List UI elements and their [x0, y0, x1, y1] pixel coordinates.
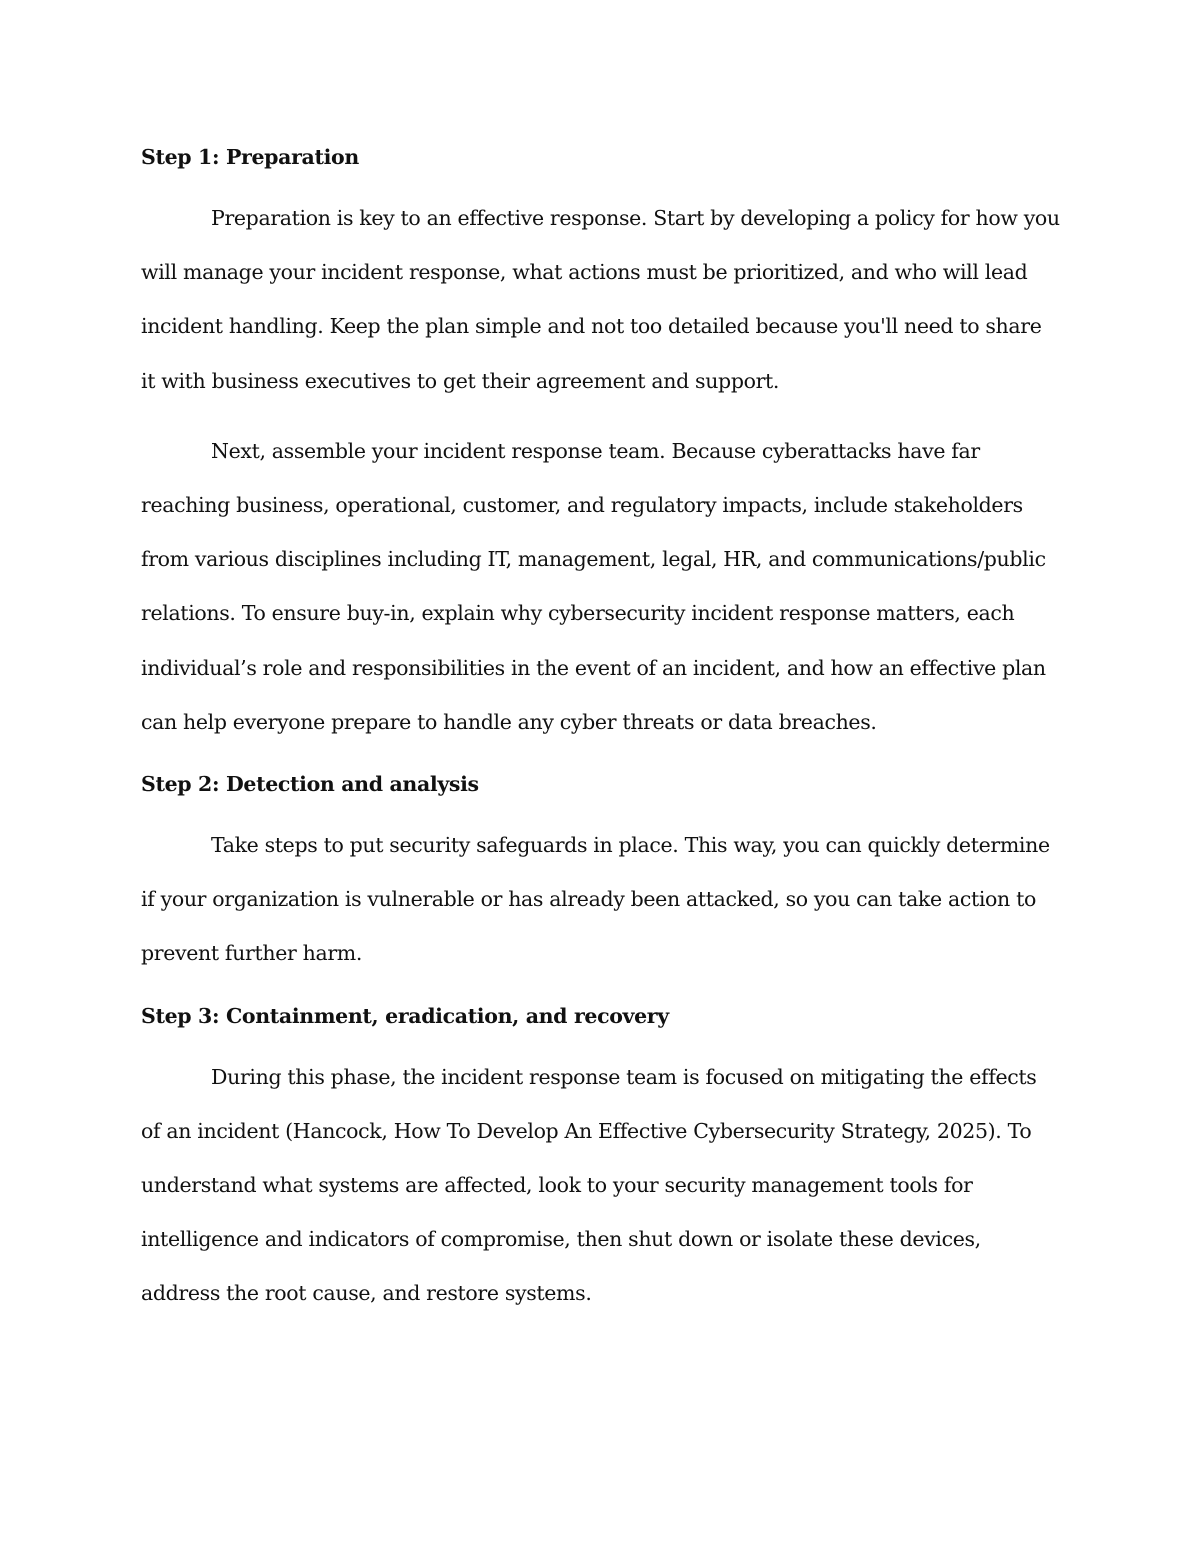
- section-heading: Step 1: Preparation: [141, 145, 359, 169]
- paragraph: Take steps to put security safeguards in place. This way, you can quickly determine if your organization is vulnerable or has already been attacked, so you can take action to prevent further harm.: [141, 833, 1050, 966]
- section-step-2: [141, 766, 1061, 981]
- paragraph: Preparation is key to an effective response. Start by developing a policy for how you will manage your incident response, what actions must be prioritized, and who will lead incident handling. Keep the plan simple and not too detailed because you'll need to share it with business executives to get their agreement and support.: [141, 206, 1060, 393]
- section-heading: Step 3: Containment, eradication, and recovery: [141, 1003, 669, 1028]
- section-heading: Step 2: Detection and analysis: [141, 772, 479, 797]
- section-step-3: [141, 998, 1061, 1321]
- paragraph: During this phase, the incident response team is focused on mitigating the effects of an incident (Hancock, How To Develop An Effective Cybersecurity Strategy, 2025). To understand what systems are affected, look to your security management tools for intelligence and indicators of compromise, then shut down or isolate these devices, address the root cause, and restore systems.: [141, 1064, 1037, 1306]
- section-step-1: [141, 139, 1061, 749]
- document-page: [141, 139, 1061, 1321]
- paragraph: Next, assemble your incident response team. Because cyberattacks have far reaching business, operational, customer, and regulatory impacts, include stakeholders from various disciplines including IT, management, legal, HR, and communications/public relations. To ensure buy-in, explain why cybersecurity incident response matters, each individual’s role and responsibilities in the event of an incident, and how an effective plan can help everyone prepare to handle any cyber threats or data breaches.: [141, 438, 1046, 734]
